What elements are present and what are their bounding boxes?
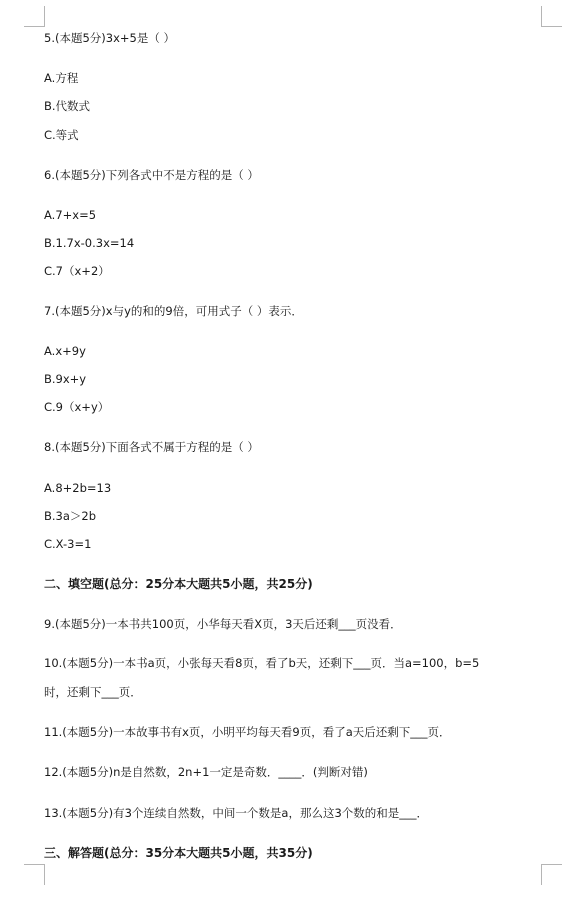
page-corner-mark: [24, 864, 45, 885]
question-8-option-b: B.3a＞2b: [44, 509, 97, 523]
question-9: 9.(本题5分)一本书共100页，小华每天看X页，3天后还剩___页没看．: [44, 617, 402, 631]
section-3-heading: 三、解答题(总分：35分本大题共5小题，共35分): [44, 846, 313, 860]
question-5-option-c: C.等式: [44, 128, 79, 142]
question-8-stem: 8.(本题5分)下面各式不属于方程的是（ ）: [44, 440, 259, 454]
question-7-option-a: A.x+9y: [44, 344, 86, 358]
question-8-option-a: A.8+2b=13: [44, 481, 112, 495]
page-corner-mark: [541, 6, 562, 27]
question-6-option-c: C.7（x+2）: [44, 264, 110, 278]
page-corner-mark: [541, 864, 562, 885]
question-12: 12.(本题5分)n是自然数，2n+1一定是奇数．____．(判断对错): [44, 765, 368, 779]
question-11: 11.(本题5分)一本故事书有x页，小明平均每天看9页，看了a天后还剩下___页．: [44, 725, 451, 739]
question-7-stem: 7.(本题5分)x与y的和的9倍，可用式子（ ）表示．: [44, 304, 303, 318]
question-5-option-a: A.方程: [44, 71, 79, 85]
question-6-option-a: A.7+x=5: [44, 208, 97, 222]
question-10-line-1: 10.(本题5分)一本书a页，小张每天看8页，看了b天，还剩下___页．当a=100，b=5: [44, 656, 480, 670]
question-6-option-b: B.1.7x-0.3x=14: [44, 236, 135, 250]
question-5-option-b: B.代数式: [44, 99, 91, 113]
question-7-option-b: B.9x+y: [44, 372, 87, 386]
section-2-heading: 二、填空题(总分：25分本大题共5小题，共25分): [44, 577, 313, 591]
question-10-line-2: 时，还剩下___页．: [44, 685, 142, 699]
question-8-option-c: C.X-3=1: [44, 537, 92, 551]
page-corner-mark: [24, 6, 45, 27]
question-6-stem: 6.(本题5分)下列各式中不是方程的是（ ）: [44, 168, 259, 182]
question-5-stem: 5.(本题5分)3x+5是（ ）: [44, 31, 175, 45]
question-13: 13.(本题5分)有3个连续自然数，中间一个数是a，那么这3个数的和是___．: [44, 806, 429, 820]
question-7-option-c: C.9（x+y）: [44, 400, 110, 414]
